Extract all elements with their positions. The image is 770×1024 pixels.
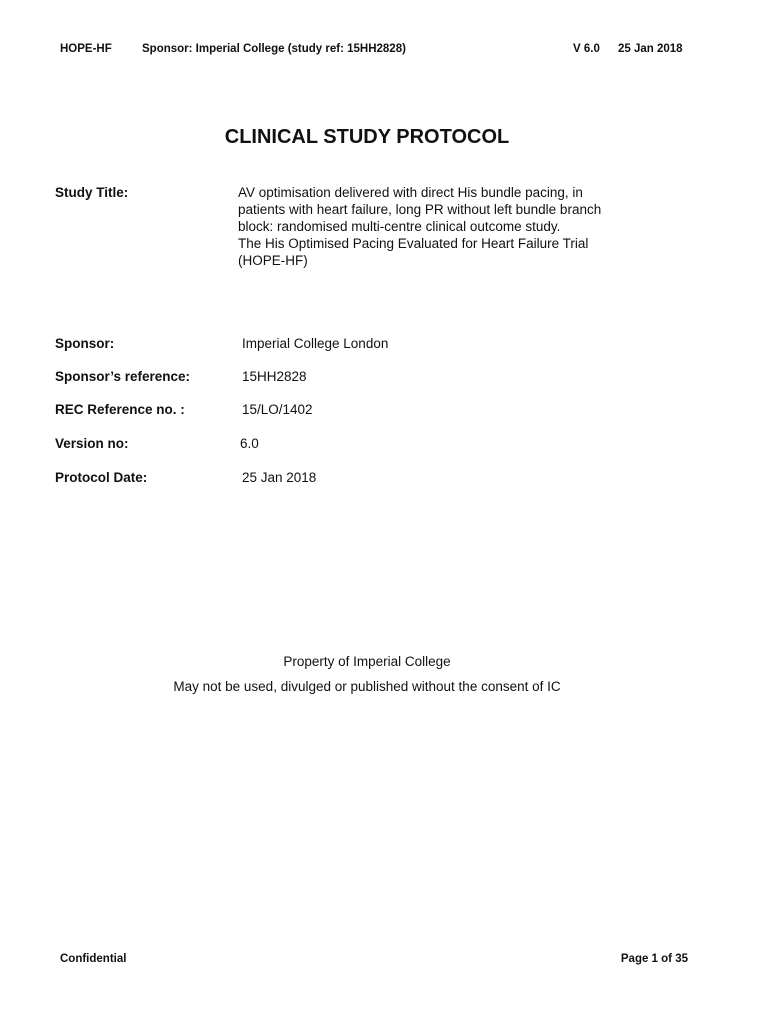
property-notice: Property of Imperial College — [283, 654, 451, 669]
study-title-line: AV optimisation delivered with direct His bundle pacing, in — [238, 185, 583, 200]
consent-notice: May not be used, divulged or published without the consent of IC — [173, 679, 561, 694]
protocol-date-label: Protocol Date: — [55, 470, 148, 485]
page-header — [60, 43, 690, 61]
version-label: Version no: — [55, 436, 129, 451]
rec-reference-label: REC Reference no. : — [55, 402, 185, 417]
sponsor-label: Sponsor: — [55, 336, 115, 351]
study-title-line: block: randomised multi-centre clinical outcome study. — [238, 219, 561, 234]
footer-page-number: Page 1 of 35 — [620, 953, 688, 965]
rec-reference-value: 15/LO/1402 — [242, 402, 313, 417]
study-title-line: patients with heart failure, long PR without left bundle branch — [238, 202, 602, 217]
sponsor-reference-value: 15HH2828 — [242, 369, 307, 384]
sponsor-value: Imperial College London — [242, 336, 389, 351]
sponsor-reference-label: Sponsor’s reference: — [55, 369, 191, 384]
header-short-title: HOPE-HF — [60, 43, 112, 55]
study-title-value — [238, 184, 601, 269]
study-title-line: (HOPE-HF) — [238, 253, 308, 268]
header-date: 25 Jan 2018 — [618, 43, 683, 55]
document-title: CLINICAL STUDY PROTOCOL — [224, 126, 510, 148]
study-title-line: The His Optimised Pacing Evaluated for Heart Failure Trial — [238, 236, 589, 251]
version-value: 6.0 — [240, 436, 259, 451]
protocol-date-value: 25 Jan 2018 — [242, 470, 317, 485]
header-sponsor: Sponsor: Imperial College (study ref: 15HH2828) — [142, 43, 406, 55]
header-version: V 6.0 — [573, 43, 600, 55]
study-title-label: Study Title: — [55, 185, 129, 200]
footer-confidential: Confidential — [60, 953, 127, 965]
